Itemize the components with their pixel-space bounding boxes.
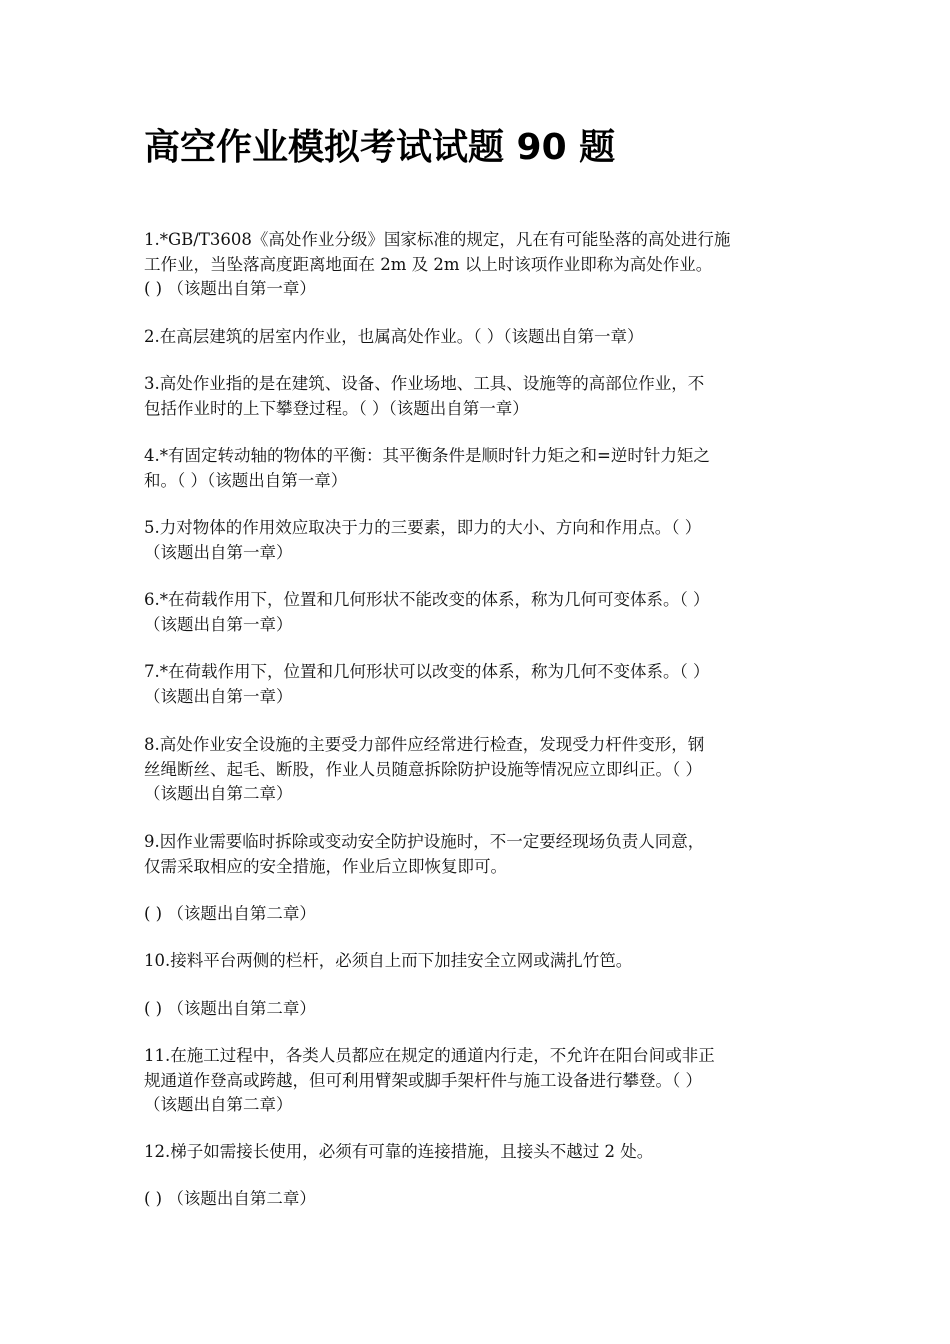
question-line: 6.*在荷载作用下，位置和几何形状不能改变的体系，称为几何可变体系。（ ） xyxy=(144,590,710,609)
question-line: 工作业，当坠落高度距离地面在 2m 及 2m 以上时该项作业即称为高处作业。 xyxy=(144,254,713,274)
question-line: 9.因作业需要临时拆除或变动安全防护设施时，不一定要经现场负责人同意， xyxy=(144,832,705,851)
question-line: 11.在施工过程中，各类人员都应在规定的通道内行走，不允许在阳台间或非正 xyxy=(144,1046,715,1065)
page-title: 高空作业模拟考试试题 90 题 xyxy=(144,127,616,168)
question-line: 4.*有固定转动轴的物体的平衡：其平衡条件是顺时针力矩之和=逆时针力矩之 xyxy=(144,446,710,465)
question-3 xyxy=(144,372,804,421)
question-9-answer xyxy=(144,902,804,927)
question-line: 1.*GB/T3608《高处作业分级》国家标准的规定，凡在有可能坠落的高处进行施 xyxy=(144,230,731,249)
question-line: （该题出自第二章） xyxy=(144,1095,293,1114)
question-8 xyxy=(144,733,804,807)
question-line: ( ) （该题出自第一章） xyxy=(144,279,316,298)
question-10 xyxy=(144,949,804,974)
question-line: 2.在高层建筑的居室内作业，也属高处作业。（ ）（该题出自第一章） xyxy=(144,327,644,346)
question-6 xyxy=(144,588,804,637)
question-line: 8.高处作业安全设施的主要受力部件应经常进行检查，发现受力杆件变形，钢 xyxy=(144,735,705,754)
question-line: 12.梯子如需接长使用，必须有可靠的连接措施，且接头不越过 2 处。 xyxy=(144,1142,654,1161)
question-7 xyxy=(144,660,804,709)
question-9 xyxy=(144,830,804,879)
question-line: （该题出自第一章） xyxy=(144,542,293,562)
question-5 xyxy=(144,516,804,565)
question-line: 7.*在荷载作用下，位置和几何形状可以改变的体系，称为几何不变体系。（ ） xyxy=(144,662,710,681)
question-10-answer xyxy=(144,997,804,1022)
question-11 xyxy=(144,1044,804,1118)
question-line: 丝绳断丝、起毛、断股，作业人员随意拆除防护设施等情况应立即纠正。（ ） xyxy=(144,759,702,779)
question-line: 10.接料平台两侧的栏杆，必须自上而下加挂安全立网或满扎竹笆。 xyxy=(144,951,633,970)
question-line: （该题出自第一章） xyxy=(144,686,293,706)
question-line: 和。（ ）（该题出自第一章） xyxy=(144,470,348,490)
question-line: 仅需采取相应的安全措施，作业后立即恢复即可。 xyxy=(144,856,507,876)
question-line: 包括作业时的上下攀登过程。（ ）（该题出自第一章） xyxy=(144,398,529,418)
question-4 xyxy=(144,444,804,493)
question-12-answer xyxy=(144,1187,804,1212)
question-1 xyxy=(144,228,804,302)
question-line: （该题出自第二章） xyxy=(144,784,293,803)
question-line: 规通道作登高或跨越，但可利用臂架或脚手架杆件与施工设备进行攀登。（ ） xyxy=(144,1070,702,1090)
question-line: （该题出自第一章） xyxy=(144,614,293,634)
question-2 xyxy=(144,325,804,350)
question-line: ( ) （该题出自第二章） xyxy=(144,999,316,1018)
question-line: 5.力对物体的作用效应取决于力的三要素，即力的大小、方向和作用点。（ ） xyxy=(144,518,702,537)
question-12 xyxy=(144,1140,804,1165)
question-line: ( ) （该题出自第二章） xyxy=(144,904,316,923)
question-line: ( ) （该题出自第二章） xyxy=(144,1189,316,1208)
question-line: 3.高处作业指的是在建筑、设备、作业场地、工具、设施等的高部位作业，不 xyxy=(144,374,705,393)
